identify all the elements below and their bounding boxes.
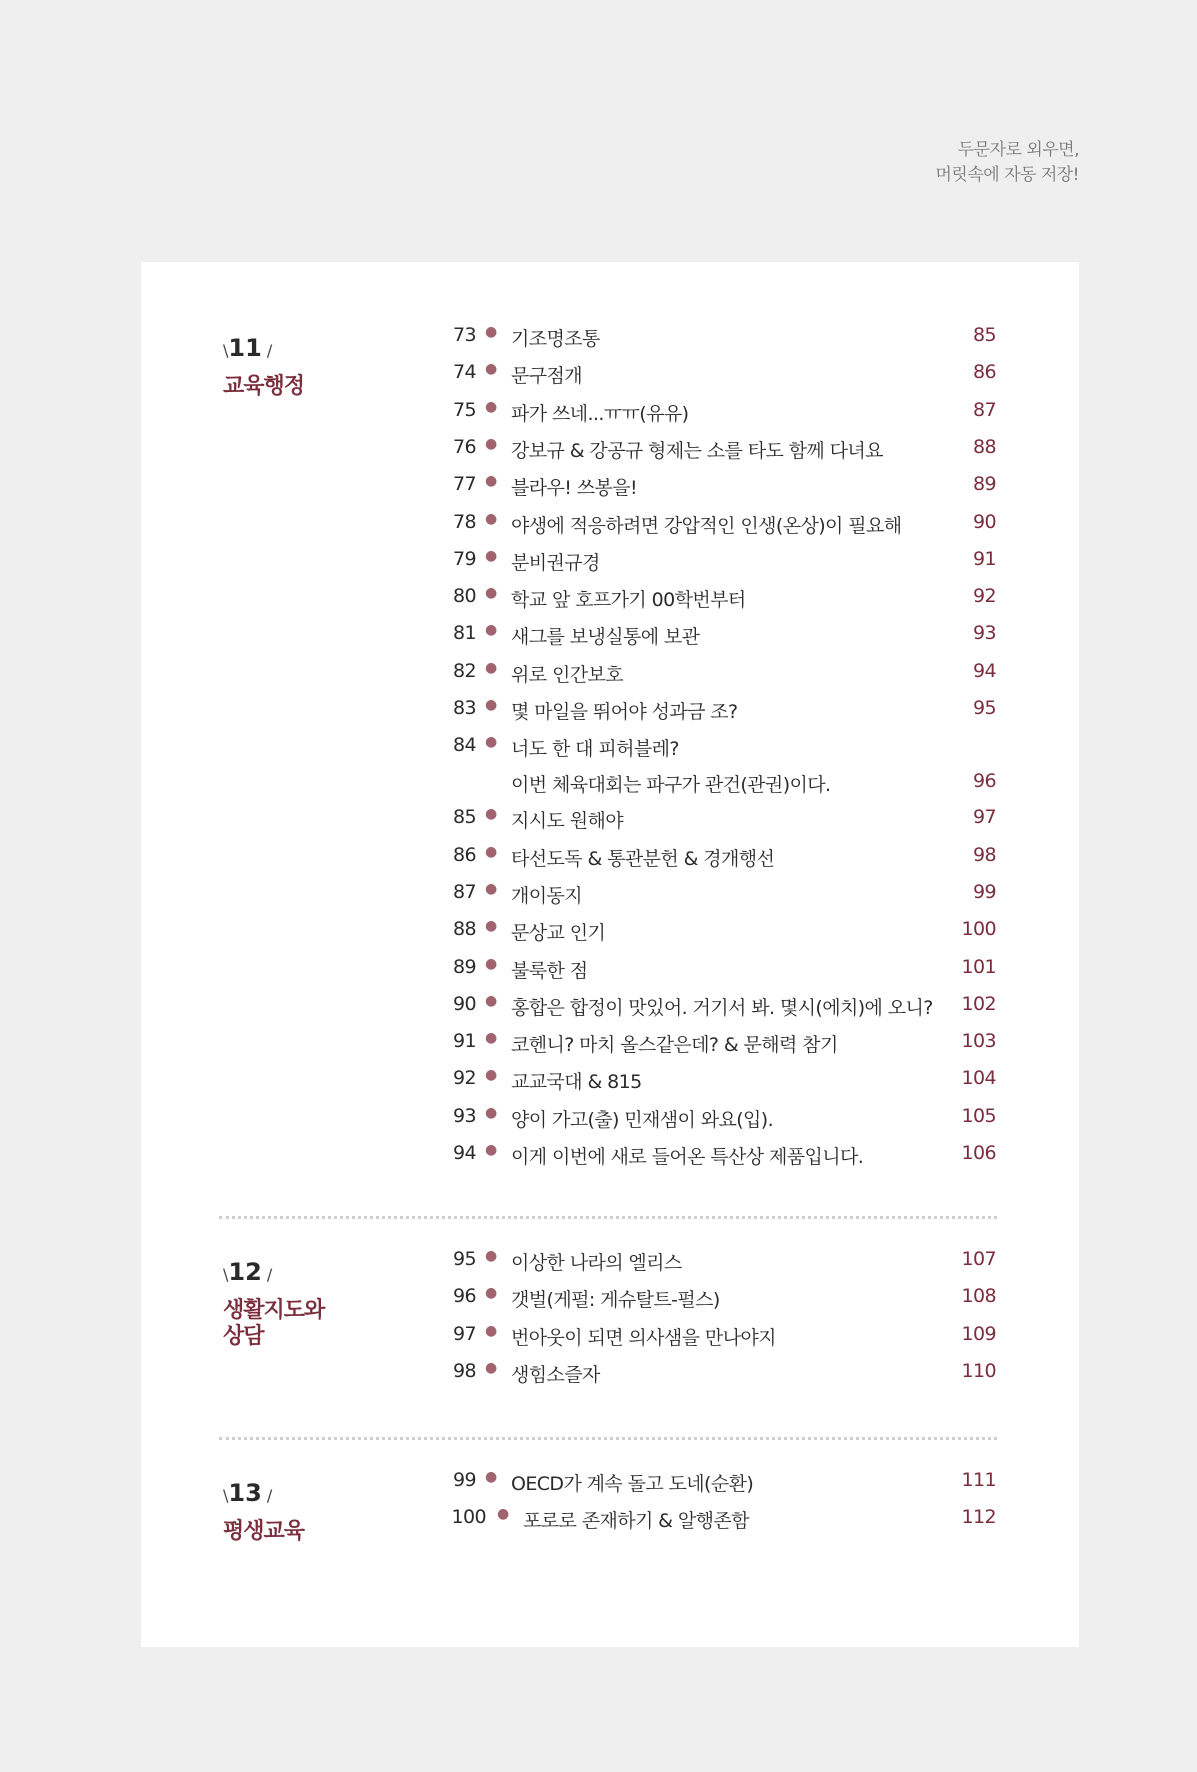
bullet-dot-icon: ● bbox=[485, 1105, 497, 1121]
toc-entry[interactable] bbox=[441, 511, 996, 541]
entry-number: 80 bbox=[453, 585, 476, 607]
entry-number: 95 bbox=[453, 1248, 476, 1270]
entry-page-number: 91 bbox=[973, 548, 996, 570]
entry-number: 93 bbox=[453, 1105, 476, 1127]
entry-title: 양이 가고(출) 민재샘이 와요(입). bbox=[511, 1109, 774, 1131]
toc-entry[interactable] bbox=[441, 1030, 996, 1060]
toc-entry[interactable] bbox=[441, 881, 996, 911]
entry-page-number: 106 bbox=[961, 1142, 996, 1164]
entry-number: 82 bbox=[453, 660, 476, 682]
slogan-line-1: 두문자로 외우면, bbox=[957, 140, 1079, 160]
bullet-dot-icon: ● bbox=[485, 1030, 497, 1046]
entry-title: 학교 앞 호프가기 00학번부터 bbox=[511, 589, 746, 611]
bullet-dot-icon: ● bbox=[485, 1360, 497, 1376]
entry-title: 새그를 보냉실통에 보관 bbox=[511, 626, 700, 648]
bullet-dot-icon: ● bbox=[485, 361, 497, 377]
bullet-dot-icon: ● bbox=[485, 511, 497, 527]
bullet-dot-icon: ● bbox=[485, 844, 497, 860]
entry-page-number: 105 bbox=[961, 1105, 996, 1127]
entry-page-number: 92 bbox=[973, 585, 996, 607]
entry-page-number: 100 bbox=[961, 918, 996, 940]
section-divider bbox=[219, 1437, 997, 1440]
entry-title: 개이동지 bbox=[511, 885, 583, 907]
toc-entry[interactable] bbox=[441, 697, 996, 727]
toc-entry[interactable] bbox=[441, 1248, 996, 1278]
chapter-title: 평생교육 bbox=[223, 1519, 305, 1544]
entry-number: 75 bbox=[453, 399, 476, 421]
entry-title: 파가 쓰네...ㅠㅠ(유유) bbox=[511, 403, 689, 425]
entry-number: 73 bbox=[453, 324, 476, 346]
toc-entry[interactable] bbox=[441, 1506, 996, 1536]
toc-entry[interactable] bbox=[441, 622, 996, 652]
entry-title-line-2: 이번 체육대회는 파구가 관건(관권)이다. bbox=[511, 774, 831, 796]
entry-title: 강보규 & 강공규 형제는 소를 타도 함께 다녀요 bbox=[511, 440, 883, 462]
bullet-dot-icon: ● bbox=[485, 585, 497, 601]
entry-title: 포로로 존재하기 & 알행존함 bbox=[523, 1510, 749, 1532]
chapter-title: 생활지도와 상담 bbox=[223, 1298, 325, 1349]
entry-page-number: 104 bbox=[961, 1067, 996, 1089]
entry-number: 76 bbox=[453, 436, 476, 458]
entry-number: 89 bbox=[453, 956, 476, 978]
entry-number: 99 bbox=[453, 1469, 476, 1491]
entry-number: 85 bbox=[453, 806, 476, 828]
toc-entry[interactable] bbox=[441, 1360, 996, 1390]
entry-title: 갯벌(게펄: 게슈탈트-펄스) bbox=[511, 1289, 720, 1311]
toc-entry[interactable] bbox=[441, 1105, 996, 1135]
bullet-dot-icon: ● bbox=[485, 881, 497, 897]
entry-number: 78 bbox=[453, 511, 476, 533]
toc-panel bbox=[141, 262, 1079, 1647]
entry-title: 번아웃이 되면 의사샘을 만나야지 bbox=[511, 1327, 776, 1349]
entry-page-number: 93 bbox=[973, 622, 996, 644]
bullet-dot-icon: ● bbox=[485, 1323, 497, 1339]
entry-title: 몇 마일을 뛰어야 성과금 조? bbox=[511, 701, 738, 723]
entry-page-number: 96 bbox=[973, 770, 996, 792]
entry-page-number: 107 bbox=[961, 1248, 996, 1270]
entry-title: 교교국대 & 815 bbox=[511, 1071, 642, 1093]
toc-entry[interactable] bbox=[441, 436, 996, 466]
entry-number: 100 bbox=[451, 1506, 486, 1528]
entry-page-number: 90 bbox=[973, 511, 996, 533]
slogan-line-2: 머릿속에 자동 저장! bbox=[935, 165, 1079, 185]
toc-entry[interactable] bbox=[441, 324, 996, 354]
bullet-dot-icon: ● bbox=[485, 1067, 497, 1083]
bullet-dot-icon: ● bbox=[485, 473, 497, 489]
entry-title: 분비권규경 bbox=[511, 552, 600, 574]
chapter-number: \11 / bbox=[223, 334, 273, 362]
toc-entry[interactable] bbox=[441, 918, 996, 948]
entry-title: 너도 한 대 피허블레? bbox=[511, 738, 679, 760]
bullet-dot-icon: ● bbox=[485, 548, 497, 564]
toc-entry[interactable] bbox=[441, 1469, 996, 1499]
entry-number: 96 bbox=[453, 1285, 476, 1307]
entry-page-number: 85 bbox=[973, 324, 996, 346]
entry-number: 74 bbox=[453, 361, 476, 383]
entry-number: 87 bbox=[453, 881, 476, 903]
bullet-dot-icon: ● bbox=[485, 734, 497, 750]
toc-entry[interactable] bbox=[441, 399, 996, 429]
entry-title: 야생에 적응하려면 강압적인 인생(온상)이 필요해 bbox=[511, 515, 902, 537]
entry-number: 83 bbox=[453, 697, 476, 719]
toc-entry[interactable] bbox=[441, 806, 996, 836]
entry-title: 이상한 나라의 엘리스 bbox=[511, 1252, 682, 1274]
bullet-dot-icon: ● bbox=[485, 1469, 497, 1485]
entry-title: 홍합은 합정이 맛있어. 거기서 봐. 몇시(에치)에 오니? bbox=[511, 997, 933, 1019]
entry-number: 97 bbox=[453, 1323, 476, 1345]
bullet-dot-icon: ● bbox=[485, 324, 497, 340]
entry-title: 문상교 인기 bbox=[511, 922, 606, 944]
bullet-dot-icon: ● bbox=[485, 956, 497, 972]
entry-number: 88 bbox=[453, 918, 476, 940]
entry-page-number: 94 bbox=[973, 660, 996, 682]
toc-entry[interactable] bbox=[441, 585, 996, 615]
entry-title: 위로 인간보호 bbox=[511, 664, 623, 686]
entry-number: 94 bbox=[453, 1142, 476, 1164]
bullet-dot-icon: ● bbox=[485, 918, 497, 934]
section-divider bbox=[219, 1216, 997, 1219]
toc-entry[interactable] bbox=[441, 1142, 996, 1172]
bullet-dot-icon: ● bbox=[485, 993, 497, 1009]
chapter-number: \13 / bbox=[223, 1479, 273, 1507]
entry-page-number: 108 bbox=[961, 1285, 996, 1307]
toc-entry[interactable] bbox=[441, 548, 996, 578]
entry-number: 90 bbox=[453, 993, 476, 1015]
entry-title: 타선도독 & 통관분헌 & 경개행선 bbox=[511, 848, 775, 870]
toc-entry[interactable] bbox=[441, 1285, 996, 1315]
chapter-title: 교육행정 bbox=[223, 374, 305, 399]
entry-title: 기조명조통 bbox=[511, 328, 600, 350]
toc-entry[interactable] bbox=[441, 993, 996, 1023]
entry-page-number: 99 bbox=[973, 881, 996, 903]
entry-title: 지시도 원해야 bbox=[511, 810, 623, 832]
bullet-dot-icon: ● bbox=[485, 1285, 497, 1301]
entry-page-number: 97 bbox=[973, 806, 996, 828]
bullet-dot-icon: ● bbox=[485, 622, 497, 638]
entry-page-number: 101 bbox=[961, 956, 996, 978]
entry-page-number: 95 bbox=[973, 697, 996, 719]
entry-title: 생힘소즐자 bbox=[511, 1364, 600, 1386]
entry-number: 92 bbox=[453, 1067, 476, 1089]
toc-entry[interactable] bbox=[441, 361, 996, 391]
bullet-dot-icon: ● bbox=[485, 399, 497, 415]
toc-entry[interactable] bbox=[441, 660, 996, 690]
bullet-dot-icon: ● bbox=[485, 1248, 497, 1264]
bullet-dot-icon: ● bbox=[485, 806, 497, 822]
entry-page-number: 103 bbox=[961, 1030, 996, 1052]
entry-page-number: 111 bbox=[961, 1469, 996, 1491]
toc-entry[interactable] bbox=[441, 473, 996, 503]
entry-page-number: 110 bbox=[961, 1360, 996, 1382]
entry-title: 이게 이번에 새로 들어온 특산상 제품입니다. bbox=[511, 1146, 864, 1168]
entry-page-number: 112 bbox=[961, 1506, 996, 1528]
entry-number: 81 bbox=[453, 622, 476, 644]
bullet-dot-icon: ● bbox=[497, 1506, 509, 1522]
toc-entry[interactable] bbox=[441, 1067, 996, 1097]
entry-number: 77 bbox=[453, 473, 476, 495]
toc-entry[interactable] bbox=[441, 734, 996, 796]
entry-number: 91 bbox=[453, 1030, 476, 1052]
entry-title: 블라우! 쓰봉을! bbox=[511, 477, 637, 499]
entry-page-number: 102 bbox=[961, 993, 996, 1015]
entry-page-number: 87 bbox=[973, 399, 996, 421]
entry-number: 98 bbox=[453, 1360, 476, 1382]
entry-title: 불룩한 점 bbox=[511, 960, 588, 982]
toc-entry[interactable] bbox=[441, 1323, 996, 1353]
entry-page-number: 89 bbox=[973, 473, 996, 495]
entry-page-number: 86 bbox=[973, 361, 996, 383]
toc-entry[interactable] bbox=[441, 844, 996, 874]
bullet-dot-icon: ● bbox=[485, 1142, 497, 1158]
entry-page-number: 98 bbox=[973, 844, 996, 866]
bullet-dot-icon: ● bbox=[485, 660, 497, 676]
entry-number: 86 bbox=[453, 844, 476, 866]
entry-number: 79 bbox=[453, 548, 476, 570]
slogan bbox=[936, 138, 1080, 188]
toc-entry[interactable] bbox=[441, 956, 996, 986]
bullet-dot-icon: ● bbox=[485, 436, 497, 452]
bullet-dot-icon: ● bbox=[485, 697, 497, 713]
entry-page-number: 88 bbox=[973, 436, 996, 458]
entry-title: 코헨니? 마치 올스같은데? & 문해력 참기 bbox=[511, 1034, 838, 1056]
entry-title: OECD가 계속 돌고 도네(순환) bbox=[511, 1473, 754, 1495]
entry-number: 84 bbox=[453, 734, 476, 756]
chapter-number: \12 / bbox=[223, 1258, 273, 1286]
entry-page-number: 109 bbox=[961, 1323, 996, 1345]
entry-title: 문구점개 bbox=[511, 365, 583, 387]
